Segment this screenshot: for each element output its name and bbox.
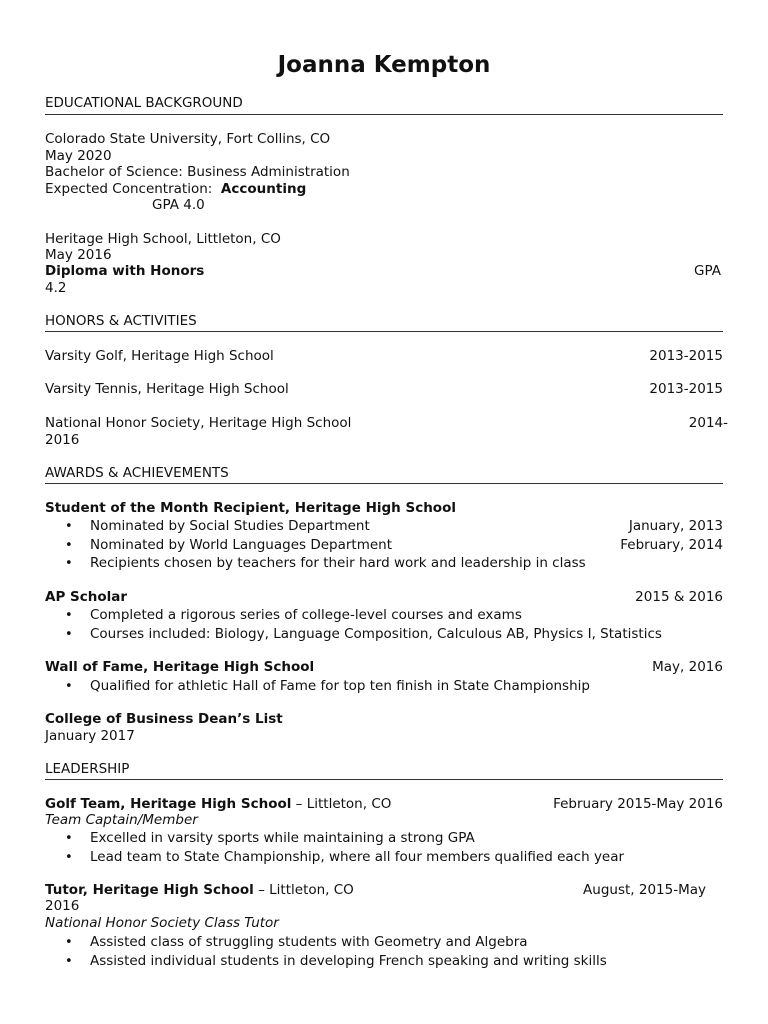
- award-bullet: Courses included: Biology, Language Composition, Calculous AB, Physics I, Statistics: [90, 626, 662, 642]
- csu-school: Colorado State University, Fort Collins, CO: [45, 131, 331, 147]
- leadership-role: Team Captain/Member: [45, 812, 198, 828]
- section-title-honors: HONORS & ACTIVITIES: [45, 313, 197, 329]
- bullet-icon: •: [65, 679, 73, 694]
- bullet-icon: •: [65, 519, 73, 534]
- leadership-date-cont: 2016: [45, 898, 80, 914]
- bullet-icon: •: [65, 608, 73, 623]
- csu-degree: Bachelor of Science: Business Administration: [45, 164, 350, 180]
- bullet-icon: •: [65, 954, 73, 969]
- award-title-ap: AP Scholar: [45, 589, 128, 605]
- hhs-date: May 2016: [45, 247, 112, 263]
- csu-concentration-label: Expected Concentration:: [45, 181, 213, 197]
- award-date-wof: May, 2016: [652, 659, 723, 675]
- section-divider: [45, 779, 723, 780]
- honor-item: Varsity Tennis, Heritage High School: [45, 381, 289, 397]
- leadership-bullet: Assisted individual students in developing French speaking and writing skills: [90, 953, 607, 969]
- award-bullet: Nominated by Social Studies Department: [90, 518, 370, 534]
- leadership-golf-heading: [45, 796, 391, 813]
- csu-concentration-row: [45, 181, 306, 198]
- hhs-gpa-label: GPA: [694, 263, 721, 279]
- award-title-som: Student of the Month Recipient, Heritage High School: [45, 500, 456, 516]
- section-title-education: EDUCATIONAL BACKGROUND: [45, 95, 243, 111]
- leadership-date: February 2015-May 2016: [553, 796, 723, 812]
- bullet-icon: •: [65, 831, 73, 846]
- section-divider: [45, 114, 723, 115]
- section-title-leadership: LEADERSHIP: [45, 761, 130, 777]
- award-bullet: Completed a rigorous series of college-level courses and exams: [90, 607, 522, 623]
- award-bullet: Nominated by World Languages Department: [90, 537, 393, 553]
- section-divider: [45, 483, 723, 484]
- csu-gpa: GPA 4.0: [152, 197, 205, 213]
- section-title-awards: AWARDS & ACHIEVEMENTS: [45, 465, 229, 481]
- award-date-deans: January 2017: [45, 728, 135, 744]
- leadership-bullet: Lead team to State Championship, where all four members qualified each year: [90, 849, 625, 865]
- honor-item: Varsity Golf, Heritage High School: [45, 348, 274, 364]
- bullet-icon: •: [65, 556, 73, 571]
- leadership-bullet: Assisted class of struggling students with Geometry and Algebra: [90, 934, 528, 950]
- honor-item: National Honor Society, Heritage High School: [45, 415, 352, 431]
- leadership-bullet: Excelled in varsity sports while maintaining a strong GPA: [90, 830, 475, 846]
- leadership-title: Tutor, Heritage High School: [45, 882, 254, 898]
- award-title-wof: Wall of Fame, Heritage High School: [45, 659, 315, 675]
- award-bullet: Qualified for athletic Hall of Fame for top ten finish in State Championship: [90, 678, 590, 694]
- honor-date: 2014-: [688, 415, 728, 431]
- leadership-title: Golf Team, Heritage High School: [45, 796, 292, 812]
- hhs-school: Heritage High School, Littleton, CO: [45, 231, 281, 247]
- hhs-gpa-value: 4.2: [45, 280, 67, 296]
- bullet-icon: •: [65, 538, 73, 553]
- hhs-diploma: Diploma with Honors: [45, 263, 205, 279]
- leadership-tutor-heading: [45, 882, 354, 899]
- bullet-icon: •: [65, 627, 73, 642]
- leadership-location: – Littleton, CO: [295, 796, 392, 812]
- bullet-icon: •: [65, 850, 73, 865]
- bullet-icon: •: [65, 935, 73, 950]
- csu-concentration: Accounting: [220, 181, 307, 197]
- award-bullet: Recipients chosen by teachers for their hard work and leadership in class: [90, 555, 586, 571]
- leadership-date: August, 2015-May: [583, 882, 706, 898]
- award-bullet-date: February, 2014: [620, 537, 723, 553]
- award-title-deans: College of Business Dean’s List: [45, 711, 283, 727]
- candidate-name: Joanna Kempton: [277, 52, 491, 78]
- honor-date: 2013-2015: [649, 348, 723, 364]
- honor-date-cont: 2016: [45, 432, 80, 448]
- leadership-role: National Honor Society Class Tutor: [45, 915, 279, 931]
- honor-date: 2013-2015: [649, 381, 723, 397]
- award-date-ap: 2015 & 2016: [635, 589, 723, 605]
- leadership-location: – Littleton, CO: [258, 882, 354, 898]
- csu-date: May 2020: [45, 148, 112, 164]
- section-divider: [45, 331, 723, 332]
- award-bullet-date: January, 2013: [628, 518, 723, 534]
